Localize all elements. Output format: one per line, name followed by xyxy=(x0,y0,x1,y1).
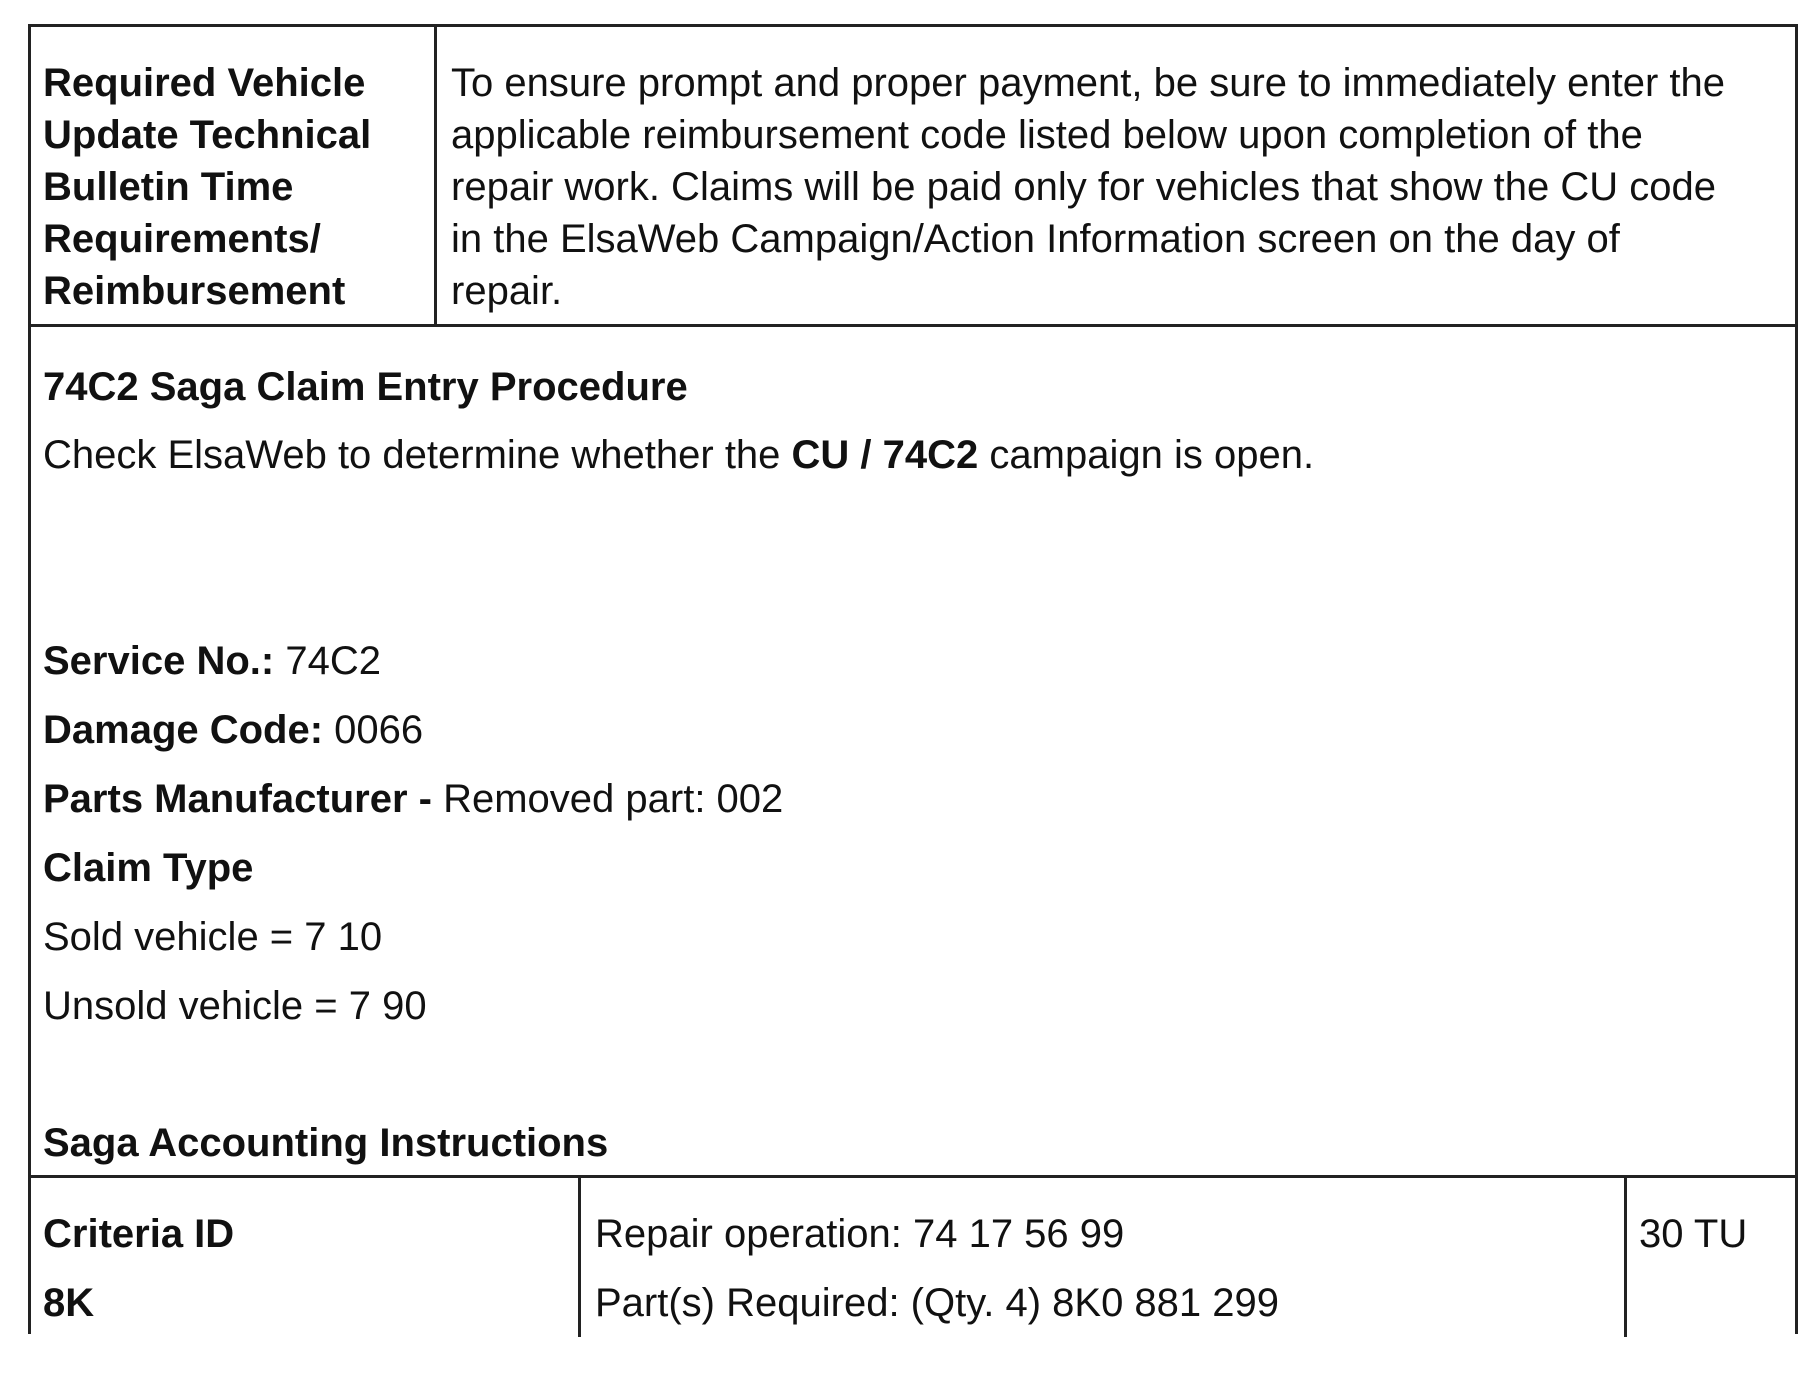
parts-label: Parts Manufacturer - xyxy=(43,777,432,821)
row-heading xyxy=(31,27,437,324)
heading-line: Requirements/ xyxy=(43,217,321,261)
damage-value: 0066 xyxy=(323,708,424,752)
heading-line: Required Vehicle xyxy=(43,61,366,105)
criteria-value: 8K xyxy=(43,1281,95,1325)
campaign-code: CU / 74C2 xyxy=(791,433,979,477)
body-line: To ensure prompt and proper payment, be sure to immediately enter the xyxy=(451,61,1726,105)
accounting-title: Saga Accounting Instructions xyxy=(43,1121,609,1165)
parts-value: Removed part: 002 xyxy=(431,777,784,821)
heading-line: Reimbursement xyxy=(43,269,346,313)
check-prefix: Check ElsaWeb to determine whether the xyxy=(43,433,792,477)
claim-entry-procedure xyxy=(31,327,1795,1199)
service-label: Service No.: xyxy=(43,639,275,683)
time-requirements-row xyxy=(31,27,1795,327)
procedure-title: 74C2 Saga Claim Entry Procedure xyxy=(43,365,688,409)
criteria-label: Criteria ID xyxy=(43,1212,235,1256)
payment-instructions xyxy=(437,27,1795,324)
damage-label: Damage Code: xyxy=(43,708,324,752)
sold-vehicle: Sold vehicle = 7 10 xyxy=(43,915,383,959)
unsold-vehicle: Unsold vehicle = 7 90 xyxy=(43,984,427,1028)
heading-line: Bulletin Time xyxy=(43,165,294,209)
body-line: applicable reimbursement code listed below upon completion of the xyxy=(451,113,1643,157)
service-number xyxy=(43,639,381,684)
parts-required: Part(s) Required: (Qty. 4) 8K0 881 299 xyxy=(595,1281,1280,1325)
parts-manufacturer xyxy=(43,777,783,822)
body-line: repair. xyxy=(451,269,563,313)
heading-line: Update Technical xyxy=(43,113,372,157)
claim-type-label: Claim Type xyxy=(43,846,254,890)
criteria-cell xyxy=(31,1178,581,1337)
body-line: in the ElsaWeb Campaign/Action Information screen on the day of xyxy=(451,217,1620,261)
accounting-row xyxy=(31,1175,1795,1337)
repair-operation: Repair operation: 74 17 56 99 xyxy=(595,1212,1125,1256)
check-campaign-text xyxy=(43,433,1314,478)
reimbursement-table xyxy=(28,24,1798,1334)
service-value: 74C2 xyxy=(274,639,381,683)
time-units-cell xyxy=(1627,1178,1795,1337)
time-units: 30 TU xyxy=(1639,1212,1748,1256)
damage-code xyxy=(43,708,423,753)
check-suffix: campaign is open. xyxy=(978,433,1315,477)
operation-cell xyxy=(581,1178,1627,1337)
body-line: repair work. Claims will be paid only for vehicles that show the CU code xyxy=(451,165,1716,209)
